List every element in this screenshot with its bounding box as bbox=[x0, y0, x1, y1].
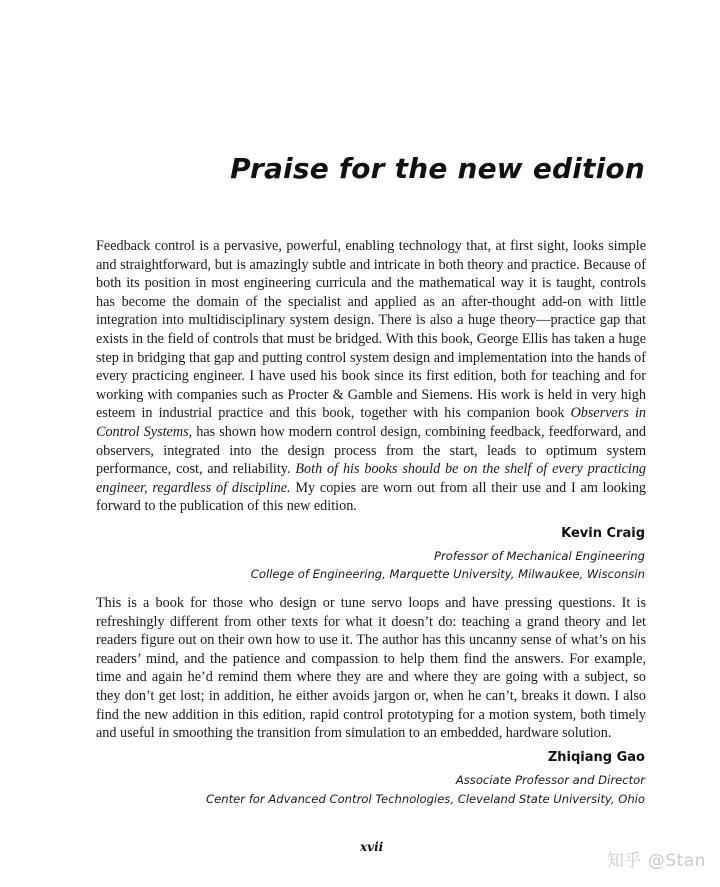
praise-paragraph-craig bbox=[96, 237, 646, 516]
reviewer-institution-craig: College of Engineering, Marquette University, Milwaukee, Wisconsin bbox=[250, 567, 645, 581]
watermark: 知乎 @Stan bbox=[606, 851, 706, 871]
reviewer-name-gao: Zhiqiang Gao bbox=[547, 750, 645, 765]
praise-paragraph-gao: This is a book for those who design or tune servo loops and have pressing questions. It is refreshingly different from other texts for what it doesn’t do: teaching a grand theory and let readers figure out on their own how to use it. The author has this uncanny sense of what’s on his readers’ mind, and the patience and compassion to help them find the answers. For example, time and again he’d remind them where they are and where they are going with a subject, so they don’t get lost; in addition, he either avoids jargon or, when he can’t, breaks it down. I also find the new addition in this edition, rapid control prototyping for a motion system, both timely and useful in smoothing the transition from simulation to an embedded, hardware solution. bbox=[96, 595, 646, 742]
reviewer-title-gao: Associate Professor and Director bbox=[455, 773, 645, 787]
praise-text-b: has shown how modern control design, combining feedback, feedforward, and observers, integrated into the design process from the start, leads to optimum system performance, cost, and reliability. bbox=[96, 423, 647, 478]
praise-emphasis: Both of his books should be on the shelf of every practicing engineer, regardless of discipline. bbox=[96, 461, 647, 496]
praise-text-c: My copies are worn out from all their use and I am looking forward to the publication of this new edition. bbox=[96, 479, 647, 515]
book-title: Observers in Control Systems, bbox=[96, 405, 647, 440]
page-title: Praise for the new edition bbox=[230, 152, 645, 185]
reviewer-institution-gao: Center for Advanced Control Technologies, Cleveland State University, Ohio bbox=[206, 792, 645, 806]
reviewer-name-craig: Kevin Craig bbox=[561, 526, 645, 541]
page-number: xvii bbox=[360, 840, 384, 854]
reviewer-title-craig: Professor of Mechanical Engineering bbox=[433, 549, 645, 563]
praise-text-a: Feedback control is a pervasive, powerful, enabling technology that, at first sight, looks simple and straightforward, but is amazingly subtle and intricate in both theory and practice. Because of both its position in most engineering curricula and the mathematical way it is taught, controls has become the domain of the specialist and applied as an after-thought add-on with little integration into multidisciplinary system design. There is also a huge theory—practice gap that exists in the field of controls that must be bridged. With this book, George Ellis has taken a huge step in bridging that gap and putting control system design and implementation into the hands of every practicing engineer. I have used his book since its first edition, both for teaching and for working with companies such as Procter & Gamble and Siemens. His work is held in very high esteem in industrial practice and this book, together with his companion book bbox=[96, 238, 646, 422]
